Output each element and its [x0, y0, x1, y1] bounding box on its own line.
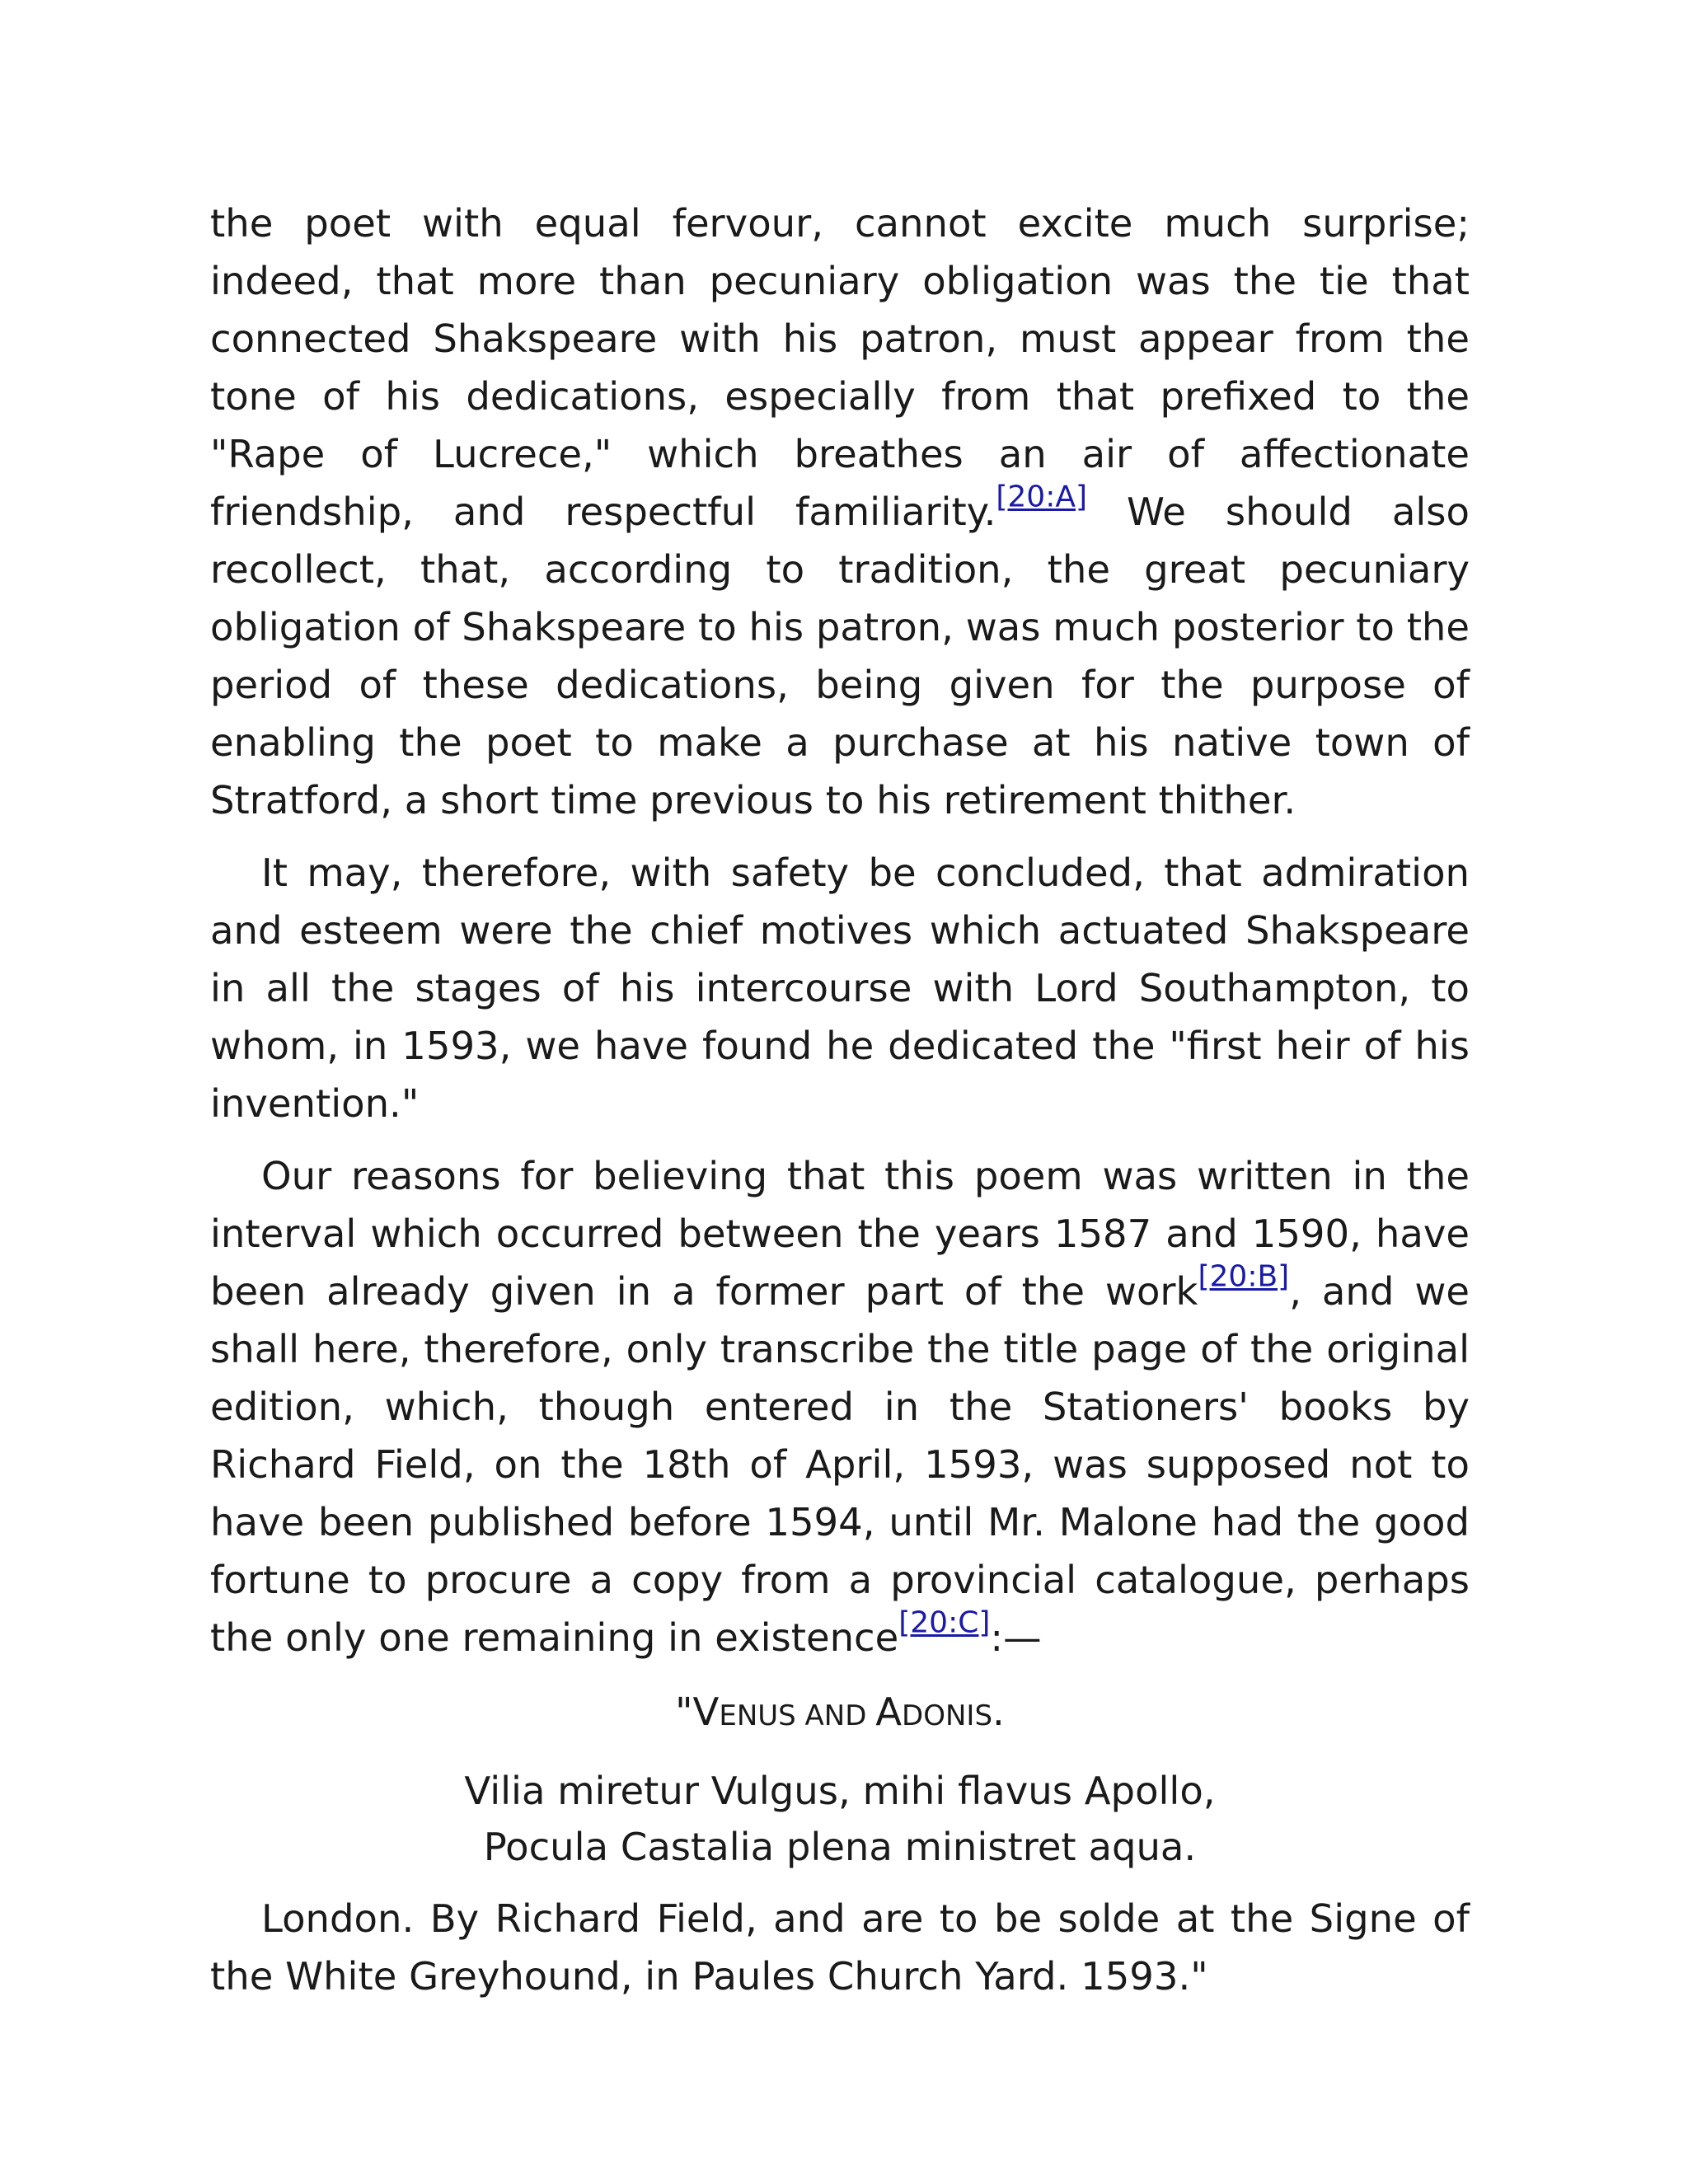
paragraph-1-text-a: the poet with equal fervour, cannot excite much surprise; indeed, that more than pecuniary obligation was the tie that connected Shakspeare with his patron, must appear from the tone of his dedications, especially from that prefixed to the "Rape of Lucrece," which breathes an air of affectionate friendship, and respectful familiarity.: [210, 201, 1470, 534]
paragraph-2: [210, 844, 1470, 1132]
title-open-quote: ": [675, 1690, 693, 1734]
footnote-link-20a[interactable]: [20:A]: [996, 480, 1087, 514]
title-adonis-rest: DONIS: [902, 1699, 993, 1732]
title-venus-and-adonis: [210, 1683, 1470, 1745]
imprint-paragraph: [210, 1890, 1470, 2005]
paragraph-1: [210, 194, 1470, 829]
footnote-link-20c[interactable]: [20:C]: [898, 1605, 991, 1640]
paragraph-3-text-b: , and we shall here, therefore, only transcribe the title page of the original edition, which, though entered in the Stationers' books by Richard Field, on the 18th of April, 1593, was supposed not to have been published before 1594, until Mr. Malone had the good fortune to procure a copy from a provincial catalogue, perhaps the only one remaining in existence: [210, 1269, 1470, 1660]
paragraph-1-text-b: We should also recollect, that, according to tradition, the great pecuniary obligation of Shakspeare to his patron, was much posterior to the period of these dedications, being given for the purpose of enabling the poet to make a purchase at his native town of Stratford, a short time previous to his retirement thither.: [210, 490, 1470, 823]
footnote-ref-20b[interactable]: [1198, 1260, 1289, 1294]
imprint-text: London. By Richard Field, and are to be solde at the Signe of the White Greyhound, in Paules Church Yard. 1593.": [210, 1896, 1470, 1999]
title-adonis-cap: A: [875, 1690, 903, 1734]
footnote-link-20b[interactable]: [20:B]: [1198, 1259, 1290, 1294]
footnote-ref-20a[interactable]: [996, 480, 1087, 514]
paragraph-3-text-a: Our reasons for believing that this poem was written in the interval which occurred between the years 1587 and 1590, have been already given in a former part of the work: [210, 1154, 1470, 1314]
epigraph-line-2: Pocula Castalia plena ministret aqua.: [483, 1825, 1197, 1869]
title-period: .: [992, 1690, 1005, 1734]
page-body: [210, 194, 1470, 2005]
title-venus-rest: ENUS AND: [719, 1699, 876, 1732]
paragraph-3: [210, 1147, 1470, 1666]
title-venus-cap: V: [692, 1690, 720, 1734]
paragraph-3-text-c: :—: [990, 1615, 1042, 1660]
footnote-ref-20c[interactable]: [898, 1606, 990, 1640]
epigraph-line-1: Vilia miretur Vulgus, mihi flavus Apollo,: [464, 1769, 1216, 1813]
paragraph-2-text: It may, therefore, with safety be concluded, that admiration and esteem were the chief motives which actuated Shakspeare in all the stages of his intercourse with Lord Southampton, to whom, in 1593, we have found he dedicated the "first heir of his invention.": [210, 851, 1470, 1126]
latin-epigraph: [210, 1763, 1470, 1875]
